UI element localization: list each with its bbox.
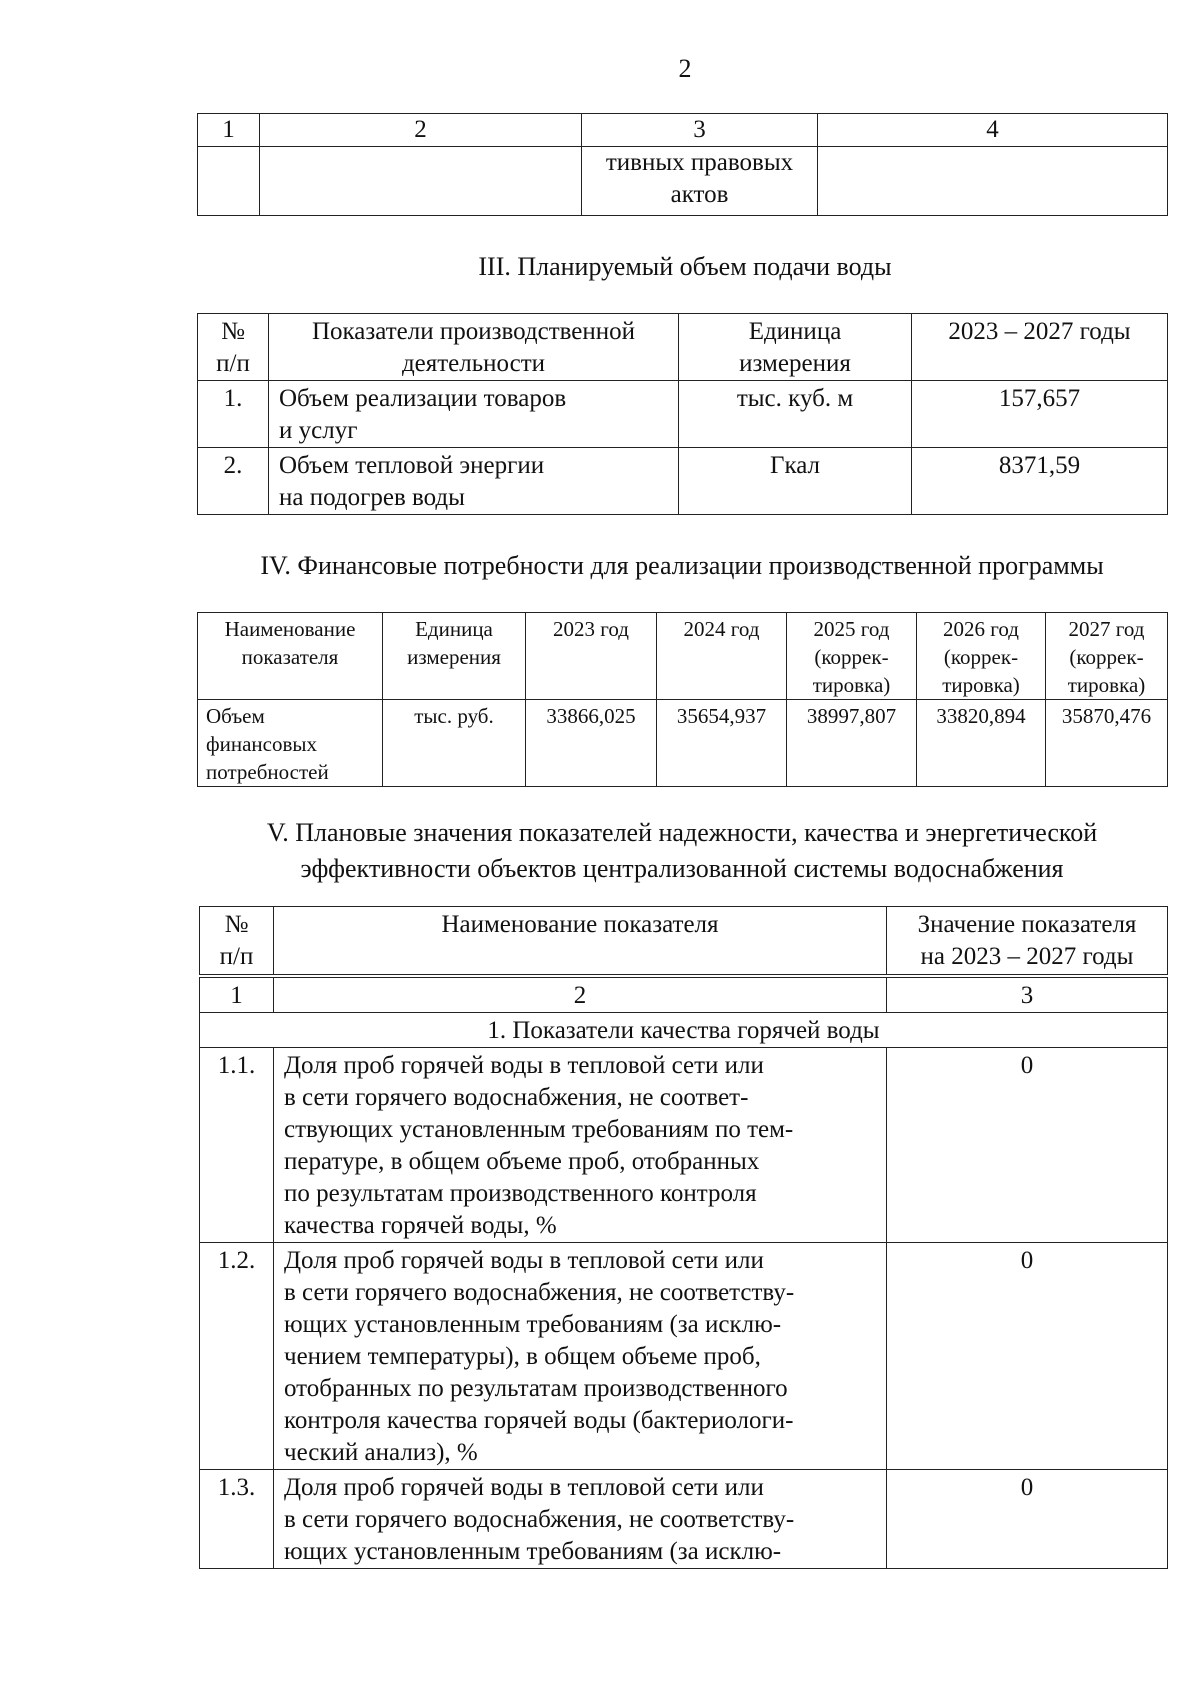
col-number-2: 2: [274, 976, 887, 1013]
cell-text: качества горячей воды, %: [284, 1211, 557, 1239]
header-text: деятельности: [401, 350, 546, 377]
header-cell-name: Наименование показателя: [274, 907, 887, 976]
cell-text: Объем тепловой энергии: [279, 452, 545, 479]
cell-text: в сети горячего водоснабжения, не соответству-: [284, 1278, 795, 1306]
header-text: 2026 год: [943, 617, 1019, 641]
group-title: 1. Показатели качества горячей воды: [200, 1012, 1168, 1047]
header-text: тировка): [1067, 673, 1146, 697]
row-number: 1.2.: [200, 1242, 274, 1469]
unit: тыс. руб.: [383, 700, 526, 787]
value: 8371,59: [912, 448, 1168, 515]
section4-title: IV. Финансовые потребности для реализации производственной программы: [260, 551, 1104, 580]
header-text: №: [224, 911, 249, 938]
header-cell-name: [198, 613, 383, 700]
header-text: Значение показателя: [917, 911, 1137, 938]
header-text: показателя: [241, 645, 339, 669]
header-cell-2026: [917, 613, 1046, 700]
header-text: п/п: [216, 350, 250, 377]
header-cell-2025: [787, 613, 917, 700]
indicator-name: [198, 700, 383, 787]
header-text: измерения: [407, 645, 501, 669]
header-cell-2023: 2023 год: [526, 613, 657, 700]
header-text: Показатели производственной: [311, 318, 636, 345]
cell-text: Доля проб горячей воды в тепловой сети или: [284, 1246, 764, 1274]
header-text: 2025 год: [813, 617, 890, 641]
header-text: Наименование: [224, 617, 356, 641]
cell-text: Объем: [206, 704, 265, 728]
financial-needs-table: [197, 612, 1168, 787]
indicator-name: [274, 1242, 887, 1469]
value-2023: 33866,025: [526, 700, 657, 787]
header-text: п/п: [219, 943, 254, 970]
title-line: эффективности объектов централизованной системы водоснабжения: [300, 854, 1064, 883]
indicator-name: [269, 448, 679, 515]
table-row: [200, 1047, 1168, 1242]
value: 0: [887, 1047, 1168, 1242]
value-2026: 33820,894: [917, 700, 1046, 787]
table-header-row: [200, 907, 1168, 976]
value-2027: 35870,476: [1046, 700, 1168, 787]
table-header-row: [198, 613, 1168, 700]
cell-text: и услуг: [279, 417, 358, 444]
value: 157,657: [912, 381, 1168, 448]
header-text: тировка): [942, 673, 1020, 697]
value: 0: [887, 1242, 1168, 1469]
cell-text: в сети горячего водоснабжения, не соответству-: [284, 1505, 795, 1533]
header-text: Единица: [748, 318, 842, 345]
header-text: на 2023 – 2027 годы: [920, 943, 1134, 970]
row-number: 1.3.: [200, 1469, 274, 1568]
header-text: (коррек-: [1069, 645, 1144, 669]
col-number-3: 3: [582, 114, 818, 147]
col-number-1: 1: [198, 114, 260, 147]
table-row: [198, 700, 1168, 787]
column-numbers-row: [200, 976, 1168, 1013]
cell-text: Доля проб горячей воды в тепловой сети или: [284, 1473, 764, 1501]
table-header-row: [198, 114, 1168, 147]
header-text: 2027 год: [1068, 617, 1145, 641]
header-text: Единица: [415, 617, 493, 641]
unit: Гкал: [679, 448, 912, 515]
continued-table: [197, 113, 1168, 216]
header-cell-value: [887, 907, 1168, 976]
page-number: 2: [678, 54, 692, 83]
table-cell: [198, 147, 260, 216]
header-cell-number: [198, 314, 269, 381]
header-cell-2024: 2024 год: [657, 613, 787, 700]
cell-text: чением температуры), в общем объеме проб,: [284, 1342, 761, 1370]
header-text: №: [221, 318, 245, 345]
row-number: 1.: [198, 381, 269, 448]
cell-text: ющих установленным требованиям (за исклю-: [284, 1310, 782, 1338]
row-number: 2.: [198, 448, 269, 515]
table-row: [198, 147, 1168, 216]
header-cell-2027: [1046, 613, 1168, 700]
header-text: измерения: [739, 350, 851, 377]
header-cell-period: 2023 – 2027 годы: [912, 314, 1168, 381]
cell-text: отобранных по результатам производственного: [284, 1374, 788, 1402]
value: 0: [887, 1469, 1168, 1568]
table-cell: [818, 147, 1168, 216]
indicator-name: [269, 381, 679, 448]
cell-text: контроля качества горячей воды (бактериологи-: [284, 1406, 794, 1434]
title-line: V. Плановые значения показателей надежности, качества и энергетической: [266, 818, 1098, 847]
indicator-name: [274, 1469, 887, 1568]
header-text: (коррек-: [814, 645, 889, 669]
header-cell-number: [200, 907, 274, 976]
table-row: [200, 1469, 1168, 1568]
cell-text: потребностей: [206, 760, 329, 784]
col-number-3: 3: [887, 976, 1168, 1013]
table-cell: [582, 147, 818, 216]
table-header-row: [198, 314, 1168, 381]
reliability-quality-indicators-table: [199, 906, 1168, 1569]
table-row: [198, 448, 1168, 515]
col-number-1: 1: [200, 976, 274, 1013]
header-text: (коррек-: [943, 645, 1019, 669]
cell-text: пературе, в общем объеме проб, отобранных: [284, 1147, 760, 1175]
cell-text: ствующих установленным требованиям по тем-: [284, 1115, 794, 1143]
cell-text: Объем реализации товаров: [279, 385, 567, 412]
col-number-4: 4: [818, 114, 1168, 147]
cell-text: ческий анализ), %: [284, 1438, 478, 1466]
value-2024: 35654,937: [657, 700, 787, 787]
header-cell-unit: [679, 314, 912, 381]
table-row: [200, 1242, 1168, 1469]
cell-text: финансовых: [206, 732, 317, 756]
indicator-name: [274, 1047, 887, 1242]
cell-text: на подогрев воды: [279, 484, 465, 511]
table-row: [198, 381, 1168, 448]
row-number: 1.1.: [200, 1047, 274, 1242]
header-cell-indicator: [269, 314, 679, 381]
water-supply-volume-table: [197, 313, 1168, 515]
header-cell-unit: [383, 613, 526, 700]
cell-text: в сети горячего водоснабжения, не соответ-: [284, 1083, 749, 1111]
cell-text: по результатам производственного контроля: [284, 1179, 757, 1207]
col-number-2: 2: [260, 114, 582, 147]
group-row: [200, 1012, 1168, 1047]
cell-text: Доля проб горячей воды в тепловой сети или: [284, 1051, 764, 1079]
cell-text: актов: [670, 181, 729, 208]
cell-text: ющих установленным требованиям (за исклю-: [284, 1537, 782, 1565]
header-text: тировка): [812, 673, 891, 697]
section3-title: III. Планируемый объем подачи воды: [478, 252, 892, 281]
unit: тыс. куб. м: [679, 381, 912, 448]
section5-title: [197, 815, 1167, 887]
table-cell: [260, 147, 582, 216]
value-2025: 38997,807: [787, 700, 917, 787]
cell-text: тивных правовых: [605, 149, 794, 176]
